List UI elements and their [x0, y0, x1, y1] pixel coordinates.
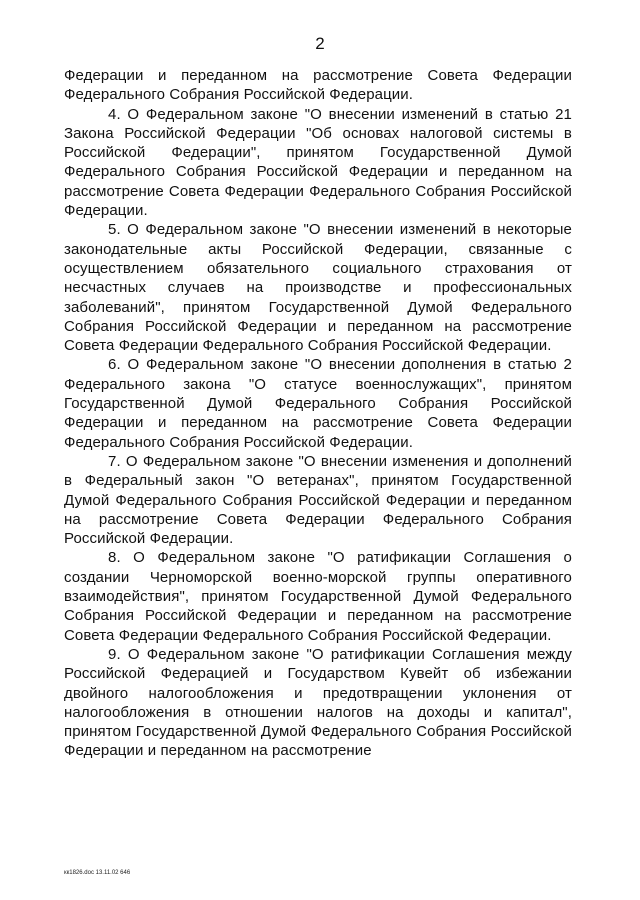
document-body — [64, 66, 572, 761]
list-item-4: 4. О Федеральном законе "О внесении изменений в статью 21 Закона Российской Федерации "Об основах налоговой системы в Российской Федерации", принятом Государственной Думой Федерального Собрания Российской Федерации и переданном на рассмотрение Совета Федерации Федерального Собрания Российской Федерации. — [64, 105, 572, 220]
footer-document-code: кк1826.doc 13.11.02 646 — [64, 870, 131, 876]
list-item-8: 8. О Федеральном законе "О ратификации Соглашения о создании Черноморской военно-морской группы оперативного взаимодействия", принятом Государственной Думой Федерального Собрания Российской Федерации и переданном на рассмотрение Совета Федерации Федерального Собрания Российской Федерации. — [64, 549, 572, 644]
list-item-9: 9. О Федеральном законе "О ратификации Соглашения между Российской Федерацией и Государством Кувейт об избежании двойного налогообложения и предотвращении уклонения от налогообложения в отношении налогов на доходы и капитал", принятом Государственной Думой Федерального Собрания Российской Федерации и переданном на рассмотрение — [64, 645, 572, 760]
list-item-6: 6. О Федеральном законе "О внесении дополнения в статью 2 Федерального закона "О статусе военнослужащих", принятом Государственной Думой Федерального Собрания Российской Федерации и переданном на рассмотрение Совета Федерации Федерального Собрания Российской Федерации. — [64, 356, 572, 451]
page-number: 2 — [315, 34, 325, 53]
paragraph-continuation: Федерации и переданном на рассмотрение Совета Федерации Федерального Собрания Российской Федерации. — [64, 67, 572, 104]
list-item-5: 5. О Федеральном законе "О внесении изменений в некоторые законодательные акты Российской Федерации, связанные с осуществлением обязательного социального страхования от несчастных случаев на производстве и профессиональных заболеваний", принятом Государственной Думой Федерального Собрания Российской Федерации и переданном на рассмотрение Совета Федерации Федерального Собрания Российской Федерации. — [64, 221, 572, 355]
list-item-7: 7. О Федеральном законе "О внесении изменения и дополнений в Федеральный закон "О ветеранах", принятом Государственной Думой Федерального Собрания Российской Федерации и переданном на рассмотрение Совета Федерации Федерального Собрания Российской Федерации. — [64, 452, 572, 548]
